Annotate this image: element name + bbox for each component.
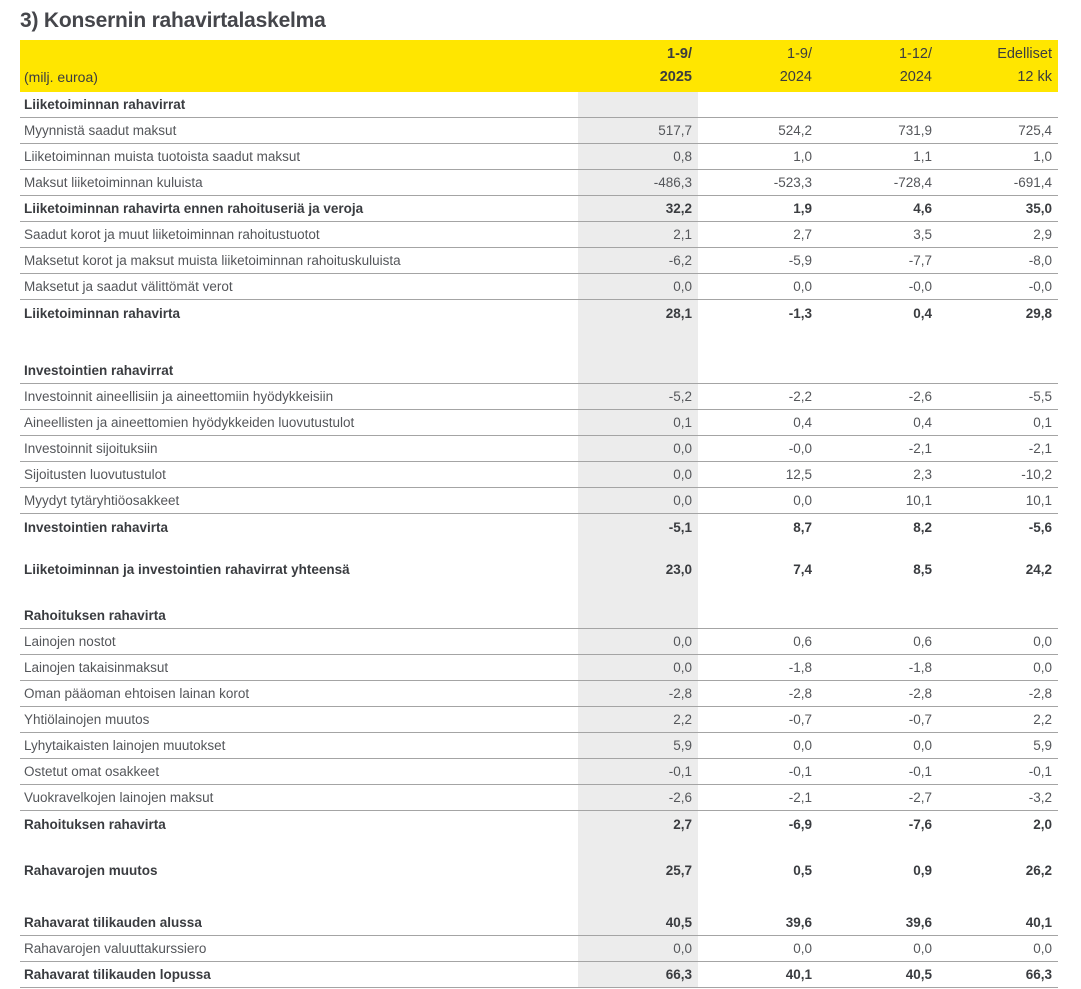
value-cell-col3: -2,6: [908, 389, 932, 404]
table-row: [20, 629, 1058, 655]
value-cell-col4: 1,0: [1033, 149, 1052, 164]
value-cell-col1: -2,8: [578, 681, 698, 706]
value-cell-col3: 0,0: [913, 941, 932, 956]
column-header-line2: 2024: [899, 68, 932, 85]
row-label: [20, 582, 578, 603]
section-label: Investointien rahavirrat: [24, 363, 174, 378]
table-spacer-row: [20, 582, 1058, 603]
value-cell-col1: 2,7: [578, 811, 698, 837]
value-cell-col2: [698, 326, 818, 358]
value-cell-col1: 0,0: [578, 462, 698, 487]
row-label: Lainojen takaisinmaksut: [24, 660, 169, 675]
table-row: [20, 514, 1058, 540]
value-cell-col2: 1,0: [793, 149, 812, 164]
value-cell-col4: -0,1: [1028, 764, 1052, 779]
table-row: [20, 300, 1058, 326]
value-cell-col1: 66,3: [578, 962, 698, 987]
row-label: Vuokravelkojen lainojen maksut: [24, 790, 214, 805]
table-row: [20, 785, 1058, 811]
value-cell-col3: [818, 540, 938, 556]
column-header-period-2025: [578, 40, 698, 92]
column-header-line2: 12 kk: [1017, 68, 1052, 85]
table-row: [20, 556, 1058, 582]
value-cell-col4: 0,1: [1033, 415, 1052, 430]
value-cell-col1: [578, 603, 698, 628]
value-cell-col2: [698, 540, 818, 556]
row-label: Aineellisten ja aineettomien hyödykkeiden luovutustulot: [24, 415, 355, 430]
row-label: Myynnistä saadut maksut: [24, 123, 177, 138]
value-cell-col3: 731,9: [898, 123, 932, 138]
column-header-period-2024: [698, 40, 818, 92]
value-cell-col4: -691,4: [1013, 175, 1052, 190]
section-label: Liiketoiminnan rahavirrat: [24, 97, 186, 112]
value-cell-col1: 23,0: [578, 556, 698, 582]
value-cell-col1: -0,1: [578, 759, 698, 784]
value-cell-col1: 0,1: [578, 410, 698, 435]
value-cell-col2: [698, 603, 818, 628]
row-label: Rahavarat tilikauden lopussa: [24, 967, 211, 982]
value-cell-col3: 39,6: [905, 915, 932, 930]
value-cell-col4: -10,2: [1021, 467, 1052, 482]
value-cell-col2: -1,8: [788, 660, 812, 675]
value-cell-col3: 1,1: [913, 149, 932, 164]
table-row: [20, 759, 1058, 785]
table-row: [20, 462, 1058, 488]
value-cell-col2: 7,4: [793, 561, 812, 577]
row-label: Rahavarojen valuuttakurssiero: [24, 941, 207, 956]
value-cell-col2: 39,6: [785, 915, 812, 930]
value-cell-col4: 0,0: [1033, 634, 1052, 649]
cash-flow-table: [20, 40, 1058, 988]
value-cell-col1: 0,0: [578, 488, 698, 513]
value-cell-col4: 5,9: [1033, 738, 1052, 753]
table-row: [20, 384, 1058, 410]
row-label: Investoinnit sijoituksiin: [24, 441, 158, 456]
row-label: Sijoitusten luovutustulot: [24, 467, 166, 482]
table-row: [20, 811, 1058, 837]
section-label: Rahoituksen rahavirta: [24, 608, 166, 623]
table-row: [20, 910, 1058, 936]
value-cell-col1: 517,7: [578, 118, 698, 143]
table-spacer-row: [20, 837, 1058, 857]
row-label: Saadut korot ja muut liiketoiminnan rahoitustuotot: [24, 227, 320, 242]
value-cell-col3: 0,4: [913, 415, 932, 430]
value-cell-col2: 0,0: [793, 493, 812, 508]
row-label: Liiketoiminnan rahavirta: [24, 305, 181, 321]
value-cell-col2: 0,6: [793, 634, 812, 649]
table-row: [20, 655, 1058, 681]
value-cell-col3: 0,4: [913, 305, 932, 321]
value-cell-col1: 2,1: [578, 222, 698, 247]
table-spacer-row: [20, 540, 1058, 556]
value-cell-col3: [818, 92, 938, 117]
table-spacer-row: [20, 883, 1058, 910]
row-label: Maksetut ja saadut välittömät verot: [24, 279, 233, 294]
value-cell-col4: -8,0: [1028, 253, 1052, 268]
value-cell-col1: 2,2: [578, 707, 698, 732]
value-cell-col2: -523,3: [773, 175, 812, 190]
table-row: [20, 857, 1058, 883]
value-cell-col2: -1,3: [788, 305, 812, 321]
value-cell-col1: [578, 883, 698, 910]
value-cell-col3: -2,7: [908, 790, 932, 805]
value-cell-col3: 0,9: [913, 862, 932, 878]
value-cell-col3: -2,1: [908, 441, 932, 456]
value-cell-col3: 10,1: [905, 493, 932, 508]
value-cell-col1: 5,9: [578, 733, 698, 758]
value-cell-col1: 28,1: [578, 300, 698, 326]
table-row: [20, 962, 1058, 988]
value-cell-col4: 0,0: [1033, 660, 1052, 675]
value-cell-col3: [818, 603, 938, 628]
value-cell-col3: -0,7: [908, 712, 932, 727]
value-cell-col3: [818, 837, 938, 857]
table-row: [20, 118, 1058, 144]
value-cell-col2: -2,1: [788, 790, 812, 805]
column-header-line1: 1-12/: [898, 46, 932, 62]
value-cell-col3: -7,7: [908, 253, 932, 268]
value-cell-col1: 0,0: [578, 655, 698, 680]
value-cell-col2: 8,7: [793, 519, 812, 535]
value-cell-col4: [938, 883, 1058, 910]
value-cell-col3: 0,6: [913, 634, 932, 649]
value-cell-col4: [938, 603, 1058, 628]
column-header-trailing-12-months: [938, 40, 1058, 92]
row-label: Liiketoiminnan rahavirta ennen rahoituseriä ja veroja: [24, 201, 364, 216]
value-cell-col1: [578, 582, 698, 603]
value-cell-col3: 3,5: [913, 227, 932, 242]
table-row: [20, 274, 1058, 300]
table-row: [20, 222, 1058, 248]
value-cell-col1: -5,2: [578, 384, 698, 409]
row-label: Maksetut korot ja maksut muista liiketoiminnan rahoituskuluista: [24, 253, 401, 268]
table-row: [20, 603, 1058, 629]
table-row: [20, 170, 1058, 196]
value-cell-col1: 25,7: [578, 857, 698, 883]
row-label: Investointien rahavirta: [24, 519, 169, 535]
value-cell-col4: 725,4: [1018, 123, 1052, 138]
value-cell-col2: -5,9: [788, 253, 812, 268]
value-cell-col3: 2,3: [913, 467, 932, 482]
value-cell-col4: -0,0: [1028, 279, 1052, 294]
value-cell-col2: [698, 883, 818, 910]
value-cell-col1: 40,5: [578, 910, 698, 935]
table-row: [20, 92, 1058, 118]
value-cell-col1: -5,1: [578, 514, 698, 540]
value-cell-col1: [578, 358, 698, 383]
page-title: 3) Konsernin rahavirtalaskelma: [20, 9, 326, 32]
unit-label: (milj. euroa): [24, 69, 98, 85]
row-label: Lainojen nostot: [24, 634, 116, 649]
value-cell-col4: 2,9: [1033, 227, 1052, 242]
table-row: [20, 488, 1058, 514]
value-cell-col4: 24,2: [1025, 561, 1052, 577]
value-cell-col2: 524,2: [778, 123, 812, 138]
value-cell-col3: -728,4: [893, 175, 932, 190]
row-label: Rahoituksen rahavirta: [24, 816, 166, 832]
value-cell-col4: -5,6: [1028, 519, 1052, 535]
value-cell-col2: [698, 358, 818, 383]
table-row: [20, 196, 1058, 222]
value-cell-col3: -0,0: [908, 279, 932, 294]
table-row: [20, 410, 1058, 436]
table-header: [20, 40, 1058, 92]
column-header-line2: 2024: [779, 68, 812, 85]
column-header-line1: 1-9/: [787, 46, 812, 62]
value-cell-col2: 0,5: [793, 862, 812, 878]
value-cell-col2: 12,5: [785, 467, 812, 482]
table-rows: [20, 92, 1058, 988]
column-header-line1: Edelliset: [997, 46, 1052, 62]
value-cell-col2: 1,9: [793, 201, 812, 216]
value-cell-col2: [698, 582, 818, 603]
table-row: [20, 358, 1058, 384]
row-label: Yhtiölainojen muutos: [24, 712, 150, 727]
value-cell-col2: [698, 837, 818, 857]
row-label: Ostetut omat osakkeet: [24, 764, 160, 779]
value-cell-col4: [938, 582, 1058, 603]
value-cell-col4: -2,1: [1028, 441, 1052, 456]
row-label: Liiketoiminnan ja investointien rahavirrat yhteensä: [24, 561, 350, 577]
value-cell-col1: [578, 837, 698, 857]
value-cell-col1: 0,0: [578, 274, 698, 299]
row-label: [20, 540, 578, 556]
row-label: Rahavarat tilikauden alussa: [24, 915, 202, 930]
column-header-full-year-2024: [818, 40, 938, 92]
table-row: [20, 144, 1058, 170]
value-cell-col3: 40,5: [905, 967, 932, 982]
table-spacer-row: [20, 326, 1058, 358]
value-cell-col1: -6,2: [578, 248, 698, 273]
value-cell-col2: -0,0: [788, 441, 812, 456]
value-cell-col3: 0,0: [913, 738, 932, 753]
value-cell-col4: [938, 837, 1058, 857]
value-cell-col4: 2,0: [1033, 816, 1052, 832]
row-label: Lyhytaikaisten lainojen muutokset: [24, 738, 226, 753]
value-cell-col3: [818, 326, 938, 358]
table-row: [20, 733, 1058, 759]
value-cell-col2: -2,8: [788, 686, 812, 701]
table-row: [20, 436, 1058, 462]
value-cell-col4: -5,5: [1028, 389, 1052, 404]
value-cell-col4: [938, 540, 1058, 556]
value-cell-col3: 4,6: [913, 201, 932, 216]
row-label: Liiketoiminnan muista tuotoista saadut maksut: [24, 149, 301, 164]
value-cell-col4: 10,1: [1025, 493, 1052, 508]
value-cell-col2: 0,0: [793, 941, 812, 956]
value-cell-col4: -2,8: [1028, 686, 1052, 701]
column-header-line2: 2025: [659, 68, 692, 85]
row-label: Investoinnit aineellisiin ja aineettomiin hyödykkeisiin: [24, 389, 334, 404]
value-cell-col2: 2,7: [793, 227, 812, 242]
row-label: Maksut liiketoiminnan kuluista: [24, 175, 203, 190]
value-cell-col3: [818, 358, 938, 383]
value-cell-col1: 32,2: [578, 196, 698, 221]
value-cell-col4: 40,1: [1025, 915, 1052, 930]
value-cell-col1: [578, 326, 698, 358]
value-cell-col4: 35,0: [1025, 201, 1052, 216]
row-label: [20, 883, 578, 910]
value-cell-col3: -1,8: [908, 660, 932, 675]
value-cell-col4: 0,0: [1033, 941, 1052, 956]
row-label: Rahavarojen muutos: [24, 862, 158, 878]
value-cell-col1: -2,6: [578, 785, 698, 810]
row-label: [20, 326, 578, 358]
value-cell-col2: -6,9: [788, 816, 812, 832]
value-cell-col4: [938, 358, 1058, 383]
value-cell-col1: -486,3: [578, 170, 698, 195]
value-cell-col1: [578, 92, 698, 117]
column-header-line1: 1-9/: [667, 46, 692, 62]
value-cell-col2: -0,1: [788, 764, 812, 779]
value-cell-col1: 0,8: [578, 144, 698, 169]
value-cell-col3: 8,2: [913, 519, 932, 535]
value-cell-col3: [818, 883, 938, 910]
value-cell-col3: -2,8: [908, 686, 932, 701]
value-cell-col1: 0,0: [578, 936, 698, 961]
value-cell-col2: 40,1: [785, 967, 812, 982]
value-cell-col2: [698, 92, 818, 117]
table-row: [20, 248, 1058, 274]
value-cell-col4: 2,2: [1033, 712, 1052, 727]
value-cell-col2: 0,4: [793, 415, 812, 430]
table-row: [20, 681, 1058, 707]
table-row: [20, 707, 1058, 733]
value-cell-col1: 0,0: [578, 436, 698, 461]
row-label: Oman pääoman ehtoisen lainan korot: [24, 686, 250, 701]
value-cell-col2: 0,0: [793, 738, 812, 753]
value-cell-col4: -3,2: [1028, 790, 1052, 805]
table-row: [20, 936, 1058, 962]
value-cell-col4: 26,2: [1025, 862, 1052, 878]
value-cell-col3: [818, 582, 938, 603]
value-cell-col4: [938, 326, 1058, 358]
value-cell-col4: [938, 92, 1058, 117]
value-cell-col2: -0,7: [788, 712, 812, 727]
value-cell-col2: 0,0: [793, 279, 812, 294]
value-cell-col1: 0,0: [578, 629, 698, 654]
value-cell-col4: 29,8: [1025, 305, 1052, 321]
value-cell-col4: 66,3: [1025, 967, 1052, 982]
value-cell-col3: -7,6: [908, 816, 932, 832]
value-cell-col3: 8,5: [913, 561, 932, 577]
value-cell-col1: [578, 540, 698, 556]
value-cell-col3: -0,1: [908, 764, 932, 779]
value-cell-col2: -2,2: [788, 389, 812, 404]
row-label: [20, 837, 578, 857]
row-label: Myydyt tytäryhtiöosakkeet: [24, 493, 180, 508]
